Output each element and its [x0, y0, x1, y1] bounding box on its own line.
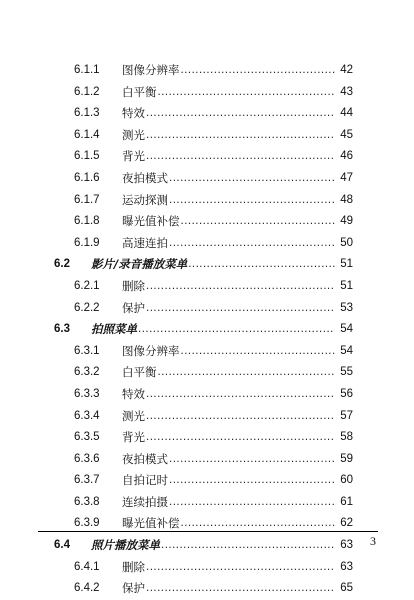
toc-entry-title-group	[91, 535, 353, 557]
toc-dot-leader	[146, 578, 353, 600]
toc-entry-number: 6.3.1	[74, 344, 100, 357]
toc-entry-title: 照片播放菜单	[91, 535, 161, 557]
toc-dot-leader	[169, 233, 353, 255]
toc-entry-number: 6.3.7	[74, 474, 100, 487]
toc-entry-page: 63	[335, 557, 353, 579]
toc-entry-title-group	[122, 492, 353, 514]
toc-entry-title-group	[122, 362, 353, 384]
toc-entry-number: 6.3.4	[74, 409, 100, 422]
toc-entry-number: 6.2.2	[74, 301, 100, 314]
toc-entry-page: 43	[335, 82, 353, 104]
toc-entry-number: 6.1.4	[74, 128, 100, 141]
toc-entry-number: 6.1.7	[74, 193, 100, 206]
toc-dot-leader	[146, 103, 353, 125]
toc-entry-title-group	[122, 276, 353, 298]
toc-entry-title-group	[122, 211, 353, 233]
toc-entry-row[interactable]	[0, 298, 414, 320]
toc-entry-title-group	[122, 341, 353, 363]
toc-entry-title-group	[91, 319, 353, 341]
toc-entry-title: 测光	[122, 406, 146, 428]
toc-entry-title: 保护	[122, 578, 146, 600]
toc-dot-leader	[161, 535, 353, 557]
toc-entry-title: 背光	[122, 146, 146, 168]
toc-entry-title-group	[122, 60, 353, 82]
toc-entry-page: 48	[335, 190, 353, 212]
toc-entry-number: 6.4.1	[74, 560, 100, 573]
toc-entry-page: 60	[335, 470, 353, 492]
toc-entry-number: 6.3.6	[74, 452, 100, 465]
toc-entry-title: 曝光值补偿	[122, 211, 181, 233]
toc-entry-row[interactable]	[0, 557, 414, 579]
toc-dot-leader	[138, 319, 353, 341]
toc-dot-leader	[146, 557, 353, 579]
toc-entry-title: 自拍记时	[122, 470, 169, 492]
toc-entry-page: 59	[335, 449, 353, 471]
toc-dot-leader	[158, 82, 354, 104]
toc-entry-number: 6.1.1	[74, 64, 100, 76]
toc-entry-page: 51	[335, 254, 353, 276]
toc-entry-page: 50	[335, 233, 353, 255]
toc-entry-title-group	[122, 427, 353, 449]
toc-entry-number: 6.2	[54, 258, 70, 271]
toc-entry-row[interactable]	[0, 168, 414, 190]
toc-entry-title: 拍照菜单	[91, 319, 138, 341]
toc-entry-page: 54	[335, 319, 353, 341]
toc-entry-row[interactable]	[0, 470, 414, 492]
toc-entry-page: 56	[335, 384, 353, 406]
toc-entry-row[interactable]	[0, 125, 414, 147]
toc-entry-title-group	[122, 449, 353, 471]
toc-entry-title: 运动探测	[122, 190, 169, 212]
toc-entry-number: 6.3.9	[74, 517, 100, 530]
toc-entry-number: 6.1.5	[74, 150, 100, 163]
toc-entry-number: 6.3.2	[74, 366, 100, 379]
toc-entry-title-group	[122, 557, 353, 579]
toc-dot-leader	[188, 254, 353, 276]
toc-entry-number: 6.1.3	[74, 107, 100, 120]
toc-entry-title: 特效	[122, 384, 146, 406]
toc-entry-page: 46	[335, 146, 353, 168]
toc-entry-row[interactable]	[0, 103, 414, 125]
toc-dot-leader	[158, 362, 354, 384]
toc-entry-title: 保护	[122, 298, 146, 320]
toc-entry-row[interactable]	[0, 60, 414, 82]
toc-entry-row[interactable]	[0, 276, 414, 298]
toc-entry-page: 54	[335, 341, 353, 363]
toc-entry-row[interactable]	[0, 190, 414, 212]
toc-dot-leader	[146, 298, 353, 320]
toc-dot-leader	[169, 168, 353, 190]
toc-entry-number: 6.1.8	[74, 215, 100, 228]
toc-dot-leader	[146, 146, 353, 168]
toc-entry-title-group	[122, 406, 353, 428]
toc-dot-leader	[146, 406, 353, 428]
toc-dot-leader	[181, 341, 354, 363]
toc-entry-page: 55	[335, 362, 353, 384]
toc-entry-row[interactable]	[0, 427, 414, 449]
toc-entry-title: 特效	[122, 103, 146, 125]
toc-entry-number: 6.1.2	[74, 85, 100, 98]
toc-entry-title: 连续拍摄	[122, 492, 169, 514]
toc-entry-row[interactable]	[0, 82, 414, 104]
toc-dot-leader	[146, 427, 353, 449]
toc-entry-title: 曝光值补偿	[122, 513, 181, 535]
toc-entry-page: 63	[335, 535, 353, 557]
toc-entry-title-group	[122, 190, 353, 212]
toc-entry-title: 白平衡	[122, 82, 158, 104]
toc-entry-page: 61	[335, 492, 353, 514]
toc-entry-title-group	[122, 384, 353, 406]
page-number: 3	[370, 534, 376, 548]
toc-entry-page: 42	[335, 60, 353, 82]
toc-entry-title-group	[122, 470, 353, 492]
toc-entry-number: 6.1.9	[74, 236, 100, 249]
toc-entry-title: 白平衡	[122, 362, 158, 384]
toc-entry-page: 62	[335, 513, 353, 535]
toc-entry-page: 57	[335, 406, 353, 428]
toc-section-row[interactable]	[0, 254, 414, 276]
toc-entry-number: 6.4	[54, 539, 70, 552]
toc-dot-leader	[169, 492, 353, 514]
toc-entry-row[interactable]	[0, 449, 414, 471]
toc-entry-title-group	[122, 298, 353, 320]
toc-entry-title: 测光	[122, 125, 146, 147]
toc-dot-leader	[146, 276, 353, 298]
toc-entry-title-group	[122, 103, 353, 125]
toc-section-row[interactable]	[0, 535, 414, 557]
toc-entry-row[interactable]	[0, 233, 414, 255]
footer-rule	[38, 531, 378, 532]
toc-entry-page: 44	[335, 103, 353, 125]
toc-entry-number: 6.2.1	[74, 279, 100, 292]
toc-entry-page: 45	[335, 125, 353, 147]
toc-entry-title: 图像分辨率	[122, 60, 181, 82]
toc-entry-number: 6.3.3	[74, 387, 100, 400]
toc-entry-title-group	[122, 82, 353, 104]
toc-entry-number: 6.3.8	[74, 495, 100, 508]
toc-entry-title: 夜拍模式	[122, 168, 169, 190]
toc-entry-title-group	[91, 254, 353, 276]
toc-entry-page: 53	[335, 298, 353, 320]
toc-dot-leader	[146, 384, 353, 406]
toc-entry-page: 47	[335, 168, 353, 190]
toc-entry-number: 6.4.2	[74, 582, 100, 595]
toc-section-row[interactable]	[0, 319, 414, 341]
toc-entry-number: 6.3	[54, 323, 70, 336]
toc-dot-leader	[169, 190, 353, 212]
toc-entry-number: 6.3.5	[74, 431, 100, 444]
toc-entry-page: 51	[335, 276, 353, 298]
toc-entry-title: 删除	[122, 557, 146, 579]
toc-entry-title: 删除	[122, 276, 146, 298]
toc-entry-title: 图像分辨率	[122, 341, 181, 363]
toc-entry-title: 背光	[122, 427, 146, 449]
toc-entry-row[interactable]	[0, 146, 414, 168]
toc-entry-title-group	[122, 146, 353, 168]
toc-entry-title-group	[122, 578, 353, 600]
toc-entry-row[interactable]	[0, 406, 414, 428]
toc-dot-leader	[169, 449, 353, 471]
toc-entry-row[interactable]	[0, 492, 414, 514]
toc-entry-page: 65	[335, 578, 353, 600]
toc-entry-row[interactable]	[0, 384, 414, 406]
toc-entry-title: 夜拍模式	[122, 449, 169, 471]
toc-entry-title-group	[122, 168, 353, 190]
toc-entry-row[interactable]	[0, 341, 414, 363]
toc-dot-leader	[181, 60, 354, 82]
toc-entry-row[interactable]	[0, 362, 414, 384]
toc-entry-page: 58	[335, 427, 353, 449]
table-of-contents	[0, 60, 414, 600]
toc-dot-leader	[181, 211, 354, 233]
toc-entry-title: 影片/录音播放菜单	[91, 254, 188, 276]
toc-entry-title-group	[122, 125, 353, 147]
toc-entry-number: 6.1.6	[74, 171, 100, 184]
toc-entry-row[interactable]	[0, 211, 414, 233]
toc-entry-title: 高速连拍	[122, 233, 169, 255]
toc-dot-leader	[146, 125, 353, 147]
toc-dot-leader	[169, 470, 353, 492]
toc-entry-page: 49	[335, 211, 353, 233]
toc-entry-row[interactable]	[0, 578, 414, 600]
toc-entry-title-group	[122, 233, 353, 255]
